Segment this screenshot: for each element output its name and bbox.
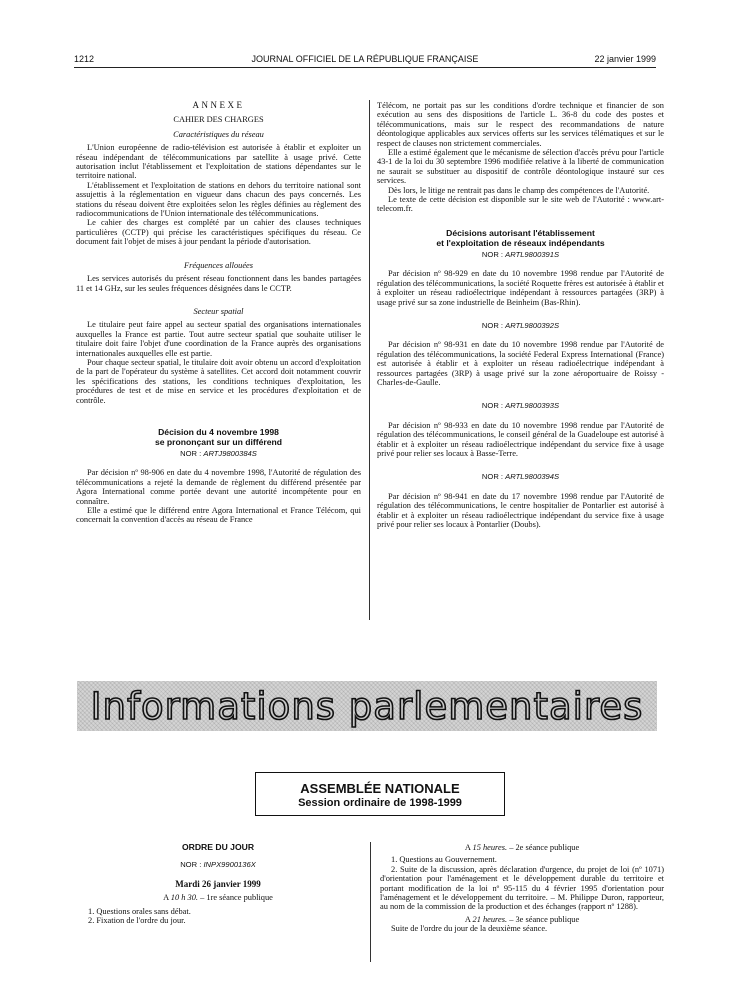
session-title: Session ordinaire de 1998-1999 xyxy=(298,797,462,809)
paragraph: L'établissement et l'exploitation de stations en dehors du territoire national sont assujettis à la réglementation en vigueur dans chacun des pays concernés. Les stations du réseau doivent être exploitées selon les règles définies au règlement des radiocommunications de l'Union internationale des télécommunications. xyxy=(76,180,361,219)
session-items xyxy=(77,907,359,926)
nor-reference: NOR : INPX9900136X xyxy=(180,860,256,870)
decisions-subheading: et l'exploitation de réseaux indépendants xyxy=(436,237,605,248)
column-divider xyxy=(369,100,370,620)
paragraph: L'Union européenne de radio-télévision est autorisée à établir et exploiter un réseau indépendant de télécommunications par satellite à usage privé. Cette autorisation inclut l'établissement et l'exploitation de stations dépendantes sur le territoire national. xyxy=(76,143,361,181)
section-title: Fréquences allouées xyxy=(183,260,254,270)
agenda-right-column xyxy=(380,843,664,934)
paragraph: Pour chaque secteur spatial, le titulaire doit avoir obtenu un accord d'exploitation de la part de l'opérateur du système à satellites. Cet accord doit notamment couvrir les spécifications des stations, les conditions techniques d'exploitation, les procédures de test et de mise en service et les procédures d'exploitation et de contrôle. xyxy=(76,357,361,405)
paragraph: Le titulaire peut faire appel au secteur spatial des organisations internationales auxquelles la France est partie. Tout autre secteur spatial que souhaite utiliser le titulaire doit faire l'objet d'une coordination de la France auprès des organisations internationales auxquelles elle est partie. xyxy=(76,320,361,358)
paragraph: Par décision nº 98-906 en date du 4 novembre 1998, l'Autorité de régulation des télécommunications a rejeté la demande de règlement du différend présentée par Agora International comme portée devant une autorité incompétente pour en connaître. xyxy=(76,468,361,506)
session-line: A 15 heures. – 2e séance publique xyxy=(464,843,580,852)
nor-reference: NOR : ARTL9800393S xyxy=(481,401,560,411)
nor-reference: NOR : ARTJ9800384S xyxy=(180,448,257,458)
session-line: A 21 heures. – 3e séance publique xyxy=(464,914,580,924)
nor-reference: NOR : ARTL9800394S xyxy=(481,472,560,482)
section-title: Caractéristiques du réseau xyxy=(173,129,264,139)
right-column xyxy=(377,101,664,529)
page-header xyxy=(74,54,656,68)
nor-reference: NOR : ARTL9800392S xyxy=(481,320,560,330)
paragraph: Par décision nº 98-933 en date du 10 novembre 1998 rendue par l'Autorité de régulation des télécommunications, le conseil général de la Guadeloupe est autorisé à établir et à exploiter un réseau radioélectrique indépendant du service fixe à usage privé pour relier ses locaux à Basse-Terre. xyxy=(377,420,664,458)
journal-title: JOURNAL OFFICIEL DE LA RÉPUBLIQUE FRANÇAISE xyxy=(251,54,479,64)
list-item: 1. Questions au Gouvernement. xyxy=(391,855,497,865)
page-number: 1212 xyxy=(74,54,95,64)
assemblee-title: ASSEMBLÉE NATIONALE xyxy=(300,781,460,796)
column-divider xyxy=(370,842,371,962)
left-column xyxy=(76,101,361,525)
paragraph: Télécom, ne portait pas sur les conditions d'ordre technique et financier de son exécution au sens des dispositions de l'article L. 36-8 du code des postes et télécommunications, mais sur le respect des recommandations de nature déontologique applicables aux services offerts sur les services télématiques et sur le respect de clauses non strictement commerciales. xyxy=(377,101,664,148)
paragraph: Elle a estimé que le différend entre Agora International et France Télécom, qui concernait la convention d'accès au réseau de France xyxy=(76,506,361,525)
section-title: Secteur spatial xyxy=(193,306,244,316)
list-item: 1. Questions orales sans débat. xyxy=(88,906,191,916)
assemblee-box xyxy=(255,772,505,816)
paragraph: Par décision nº 98-929 en date du 10 novembre 1998 rendue par l'Autorité de régulation des télécommunications, la société Roquette frères est autorisée à établir et à exploiter un réseau radioélectrique indépendant à ressources partagées (3RP) à usage privé sur sa zone industrielle de Beinheim (Bas-Rhin). xyxy=(377,269,664,307)
decisions-heading: Décisions autorisant l'établissement xyxy=(446,227,595,238)
paragraph: Les services autorisés du présent réseau fonctionnent dans les bandes partagées 11 et 14 GHz, sur les seules fréquences désignées dans le CCTP. xyxy=(76,274,361,293)
paragraph: Elle a estimé également que le mécanisme de sélection d'accès prévu pour l'article 43-1 de la loi du 30 septembre 1996 modifiée relative à la liberté de communication ne saurait se substituer au dispositif de contrôle déontologique instauré sur ces services. xyxy=(377,148,664,186)
paragraph: Dès lors, le litige ne rentrait pas dans le champ des compétences de l'Autorité. xyxy=(388,185,650,195)
annexe-heading: ANNEXE xyxy=(192,100,245,110)
decision-subtitle: se prononçant sur un différend xyxy=(154,436,282,447)
agenda-left-column xyxy=(77,843,359,925)
header-rule xyxy=(74,67,656,68)
paragraph: Le texte de cette décision est disponible sur le site web de l'Autorité : www.art-telecom.fr. xyxy=(377,195,664,214)
cahier-heading: CAHIER DES CHARGES xyxy=(173,115,264,125)
decision-title: Décision du 4 novembre 1998 xyxy=(158,426,279,437)
agenda-title: ORDRE DU JOUR xyxy=(181,842,255,852)
paragraph: Par décision nº 98-941 en date du 17 novembre 1998 rendue par l'Autorité de régulation des télécommunications, le centre hospitalier de Pontarlier est autorisé à établir et à exploiter un réseau radioélectrique indépendant du service fixe à usage privé pour relier ses locaux à Pontarlier (Doubs). xyxy=(377,491,664,529)
paragraph: Le cahier des charges est complété par un cahier des clauses techniques particulières (CCTP) qui précise les caractéristiques spécifiques du réseau. Ce document fait l'objet de mises à jour pendant la période d'autorisation. xyxy=(76,218,361,247)
list-item: 2. Fixation de l'ordre du jour. xyxy=(88,916,186,926)
paragraph: Par décision nº 98-931 en date du 10 novembre 1998 rendue par l'Autorité de régulation des télécommunications, la société Federal Express International (France) est autorisée à établir et à exploiter un réseau radioélectrique indépendant à ressources partagées (3RP) à usage privé sur la zone aéroportuaire de Roissy - Charles-de-Gaulle. xyxy=(377,340,664,387)
section-banner xyxy=(77,681,657,731)
session-line: A 10 h 30. – 1re séance publique xyxy=(163,893,273,903)
agenda-date: Mardi 26 janvier 1999 xyxy=(175,878,261,889)
list-item: Suite de l'ordre du jour de la deuxième séance. xyxy=(391,924,548,934)
issue-date: 22 janvier 1999 xyxy=(594,54,656,64)
list-item: 2. Suite de la discussion, après déclaration d'urgence, du projet de loi (nº 1071) d'orientation pour l'aménagement et le développement durable du territoire et portant modification de la loi nº 95-115 du 4 février 1995 d'orientation pour l'aménagement et le développement du territoire. – M. Philippe Duron, rapporteur, au nom de la commission de la production et des échanges (rapport nº 1288). xyxy=(380,864,664,912)
nor-reference: NOR : ARTL9800391S xyxy=(481,249,560,259)
banner-title: Informations parlementaires xyxy=(90,685,644,728)
